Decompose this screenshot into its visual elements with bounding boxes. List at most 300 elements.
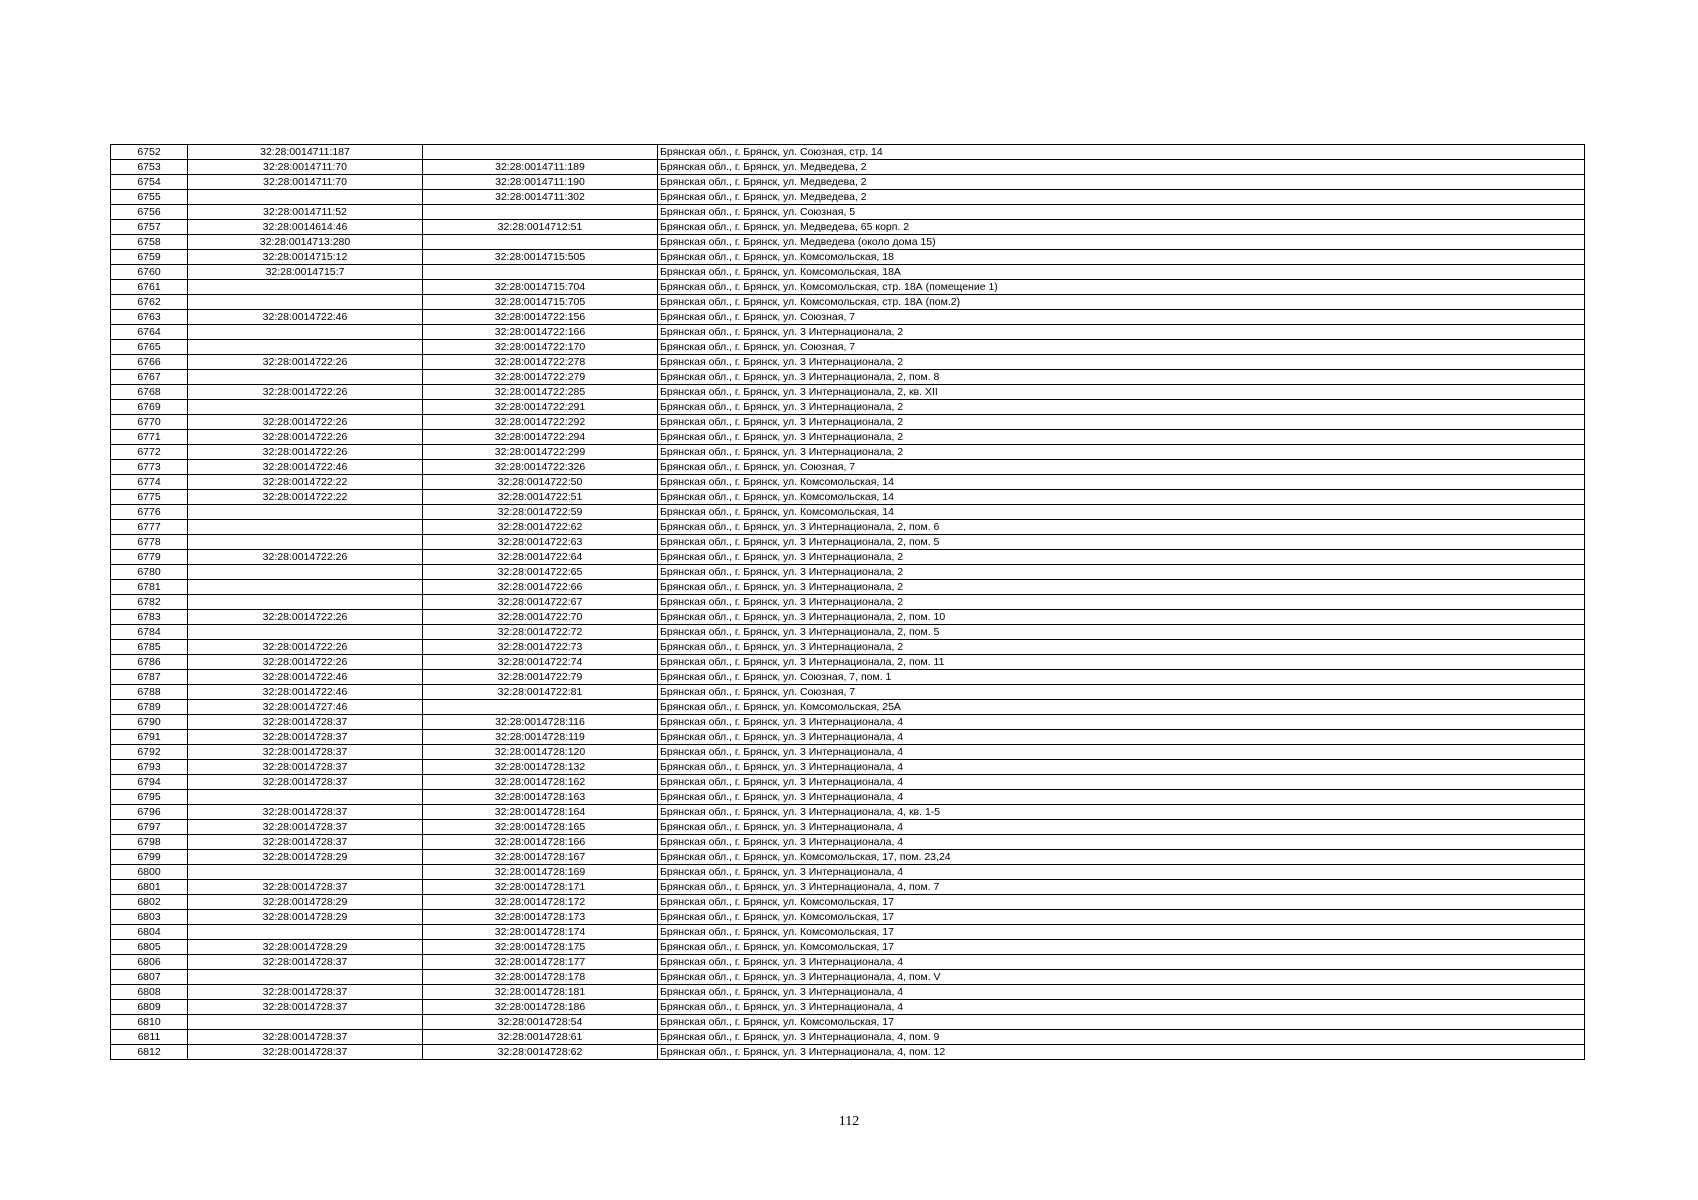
land-cadastral-number-cell: 32:28:0014728:37 [188, 745, 423, 760]
table-row [111, 400, 1585, 415]
object-cadastral-number-cell: 32:28:0014722:67 [423, 595, 658, 610]
table-row [111, 370, 1585, 385]
object-cadastral-number-cell: 32:28:0014728:174 [423, 925, 658, 940]
object-cadastral-number-cell: 32:28:0014722:59 [423, 505, 658, 520]
object-cadastral-number-cell: 32:28:0014722:50 [423, 475, 658, 490]
object-cadastral-number-cell: 32:28:0014728:169 [423, 865, 658, 880]
object-cadastral-number-cell: 32:28:0014728:167 [423, 850, 658, 865]
address-cell: Брянская обл., г. Брянск, ул. Комсомольская, стр. 18А (помещение 1) [658, 280, 1585, 295]
row-number-cell: 6801 [111, 880, 188, 895]
land-cadastral-number-cell [188, 1015, 423, 1030]
object-cadastral-number-cell [423, 700, 658, 715]
object-cadastral-number-cell: 32:28:0014722:170 [423, 340, 658, 355]
row-number-cell: 6763 [111, 310, 188, 325]
land-cadastral-number-cell: 32:28:0014728:37 [188, 835, 423, 850]
table-row [111, 985, 1585, 1000]
address-cell: Брянская обл., г. Брянск, ул. 3 Интернационала, 4, пом. 9 [658, 1030, 1585, 1045]
land-cadastral-number-cell: 32:28:0014722:46 [188, 670, 423, 685]
table-row [111, 550, 1585, 565]
land-cadastral-number-cell: 32:28:0014728:37 [188, 955, 423, 970]
object-cadastral-number-cell: 32:28:0014728:181 [423, 985, 658, 1000]
table-row [111, 505, 1585, 520]
address-cell: Брянская обл., г. Брянск, ул. Союзная, 5 [658, 205, 1585, 220]
object-cadastral-number-cell: 32:28:0014715:704 [423, 280, 658, 295]
land-cadastral-number-cell: 32:28:0014711:187 [188, 145, 423, 160]
land-cadastral-number-cell: 32:28:0014728:37 [188, 1000, 423, 1015]
table-row [111, 610, 1585, 625]
address-cell: Брянская обл., г. Брянск, ул. 3 Интернационала, 2, пом. 11 [658, 655, 1585, 670]
row-number-cell: 6788 [111, 685, 188, 700]
land-cadastral-number-cell: 32:28:0014722:26 [188, 385, 423, 400]
row-number-cell: 6762 [111, 295, 188, 310]
address-cell: Брянская обл., г. Брянск, ул. 3 Интернационала, 4, пом. V [658, 970, 1585, 985]
table-row [111, 1015, 1585, 1030]
land-cadastral-number-cell [188, 400, 423, 415]
land-cadastral-number-cell [188, 595, 423, 610]
object-cadastral-number-cell: 32:28:0014722:70 [423, 610, 658, 625]
table-row [111, 790, 1585, 805]
object-cadastral-number-cell [423, 205, 658, 220]
address-cell: Брянская обл., г. Брянск, ул. Комсомольская, 14 [658, 490, 1585, 505]
land-cadastral-number-cell [188, 535, 423, 550]
address-cell: Брянская обл., г. Брянск, ул. Комсомольская, стр. 18А (пом.2) [658, 295, 1585, 310]
land-cadastral-number-cell: 32:28:0014722:46 [188, 310, 423, 325]
object-cadastral-number-cell: 32:28:0014728:164 [423, 805, 658, 820]
row-number-cell: 6782 [111, 595, 188, 610]
registry-table [110, 144, 1585, 1060]
row-number-cell: 6769 [111, 400, 188, 415]
object-cadastral-number-cell: 32:28:0014711:302 [423, 190, 658, 205]
object-cadastral-number-cell: 32:28:0014728:171 [423, 880, 658, 895]
address-cell: Брянская обл., г. Брянск, ул. Союзная, стр. 14 [658, 145, 1585, 160]
address-cell: Брянская обл., г. Брянск, ул. 3 Интернационала, 2 [658, 550, 1585, 565]
row-number-cell: 6755 [111, 190, 188, 205]
land-cadastral-number-cell: 32:28:0014722:26 [188, 355, 423, 370]
row-number-cell: 6777 [111, 520, 188, 535]
address-cell: Брянская обл., г. Брянск, ул. Медведева, 2 [658, 175, 1585, 190]
table-row [111, 865, 1585, 880]
address-cell: Брянская обл., г. Брянск, ул. 3 Интернационала, 2 [658, 325, 1585, 340]
table-row [111, 820, 1585, 835]
land-cadastral-number-cell [188, 325, 423, 340]
table-row [111, 1000, 1585, 1015]
land-cadastral-number-cell: 32:28:0014722:46 [188, 685, 423, 700]
table-row [111, 520, 1585, 535]
table-row [111, 910, 1585, 925]
land-cadastral-number-cell: 32:28:0014728:37 [188, 820, 423, 835]
table-row [111, 970, 1585, 985]
object-cadastral-number-cell: 32:28:0014728:163 [423, 790, 658, 805]
table-row [111, 190, 1585, 205]
address-cell: Брянская обл., г. Брянск, ул. 3 Интернационала, 4, пом. 12 [658, 1045, 1585, 1060]
object-cadastral-number-cell [423, 145, 658, 160]
address-cell: Брянская обл., г. Брянск, ул. 3 Интернационала, 2, пом. 6 [658, 520, 1585, 535]
object-cadastral-number-cell: 32:28:0014728:120 [423, 745, 658, 760]
row-number-cell: 6756 [111, 205, 188, 220]
land-cadastral-number-cell: 32:28:0014728:37 [188, 1045, 423, 1060]
object-cadastral-number-cell: 32:28:0014722:294 [423, 430, 658, 445]
object-cadastral-number-cell: 32:28:0014722:291 [423, 400, 658, 415]
row-number-cell: 6781 [111, 580, 188, 595]
object-cadastral-number-cell: 32:28:0014722:74 [423, 655, 658, 670]
address-cell: Брянская обл., г. Брянск, ул. 3 Интернационала, 4 [658, 865, 1585, 880]
object-cadastral-number-cell: 32:28:0014712:51 [423, 220, 658, 235]
object-cadastral-number-cell [423, 265, 658, 280]
land-cadastral-number-cell: 32:28:0014722:26 [188, 655, 423, 670]
land-cadastral-number-cell: 32:28:0014728:37 [188, 985, 423, 1000]
address-cell: Брянская обл., г. Брянск, ул. 3 Интернационала, 4 [658, 985, 1585, 1000]
land-cadastral-number-cell [188, 565, 423, 580]
land-cadastral-number-cell: 32:28:0014722:26 [188, 550, 423, 565]
address-cell: Брянская обл., г. Брянск, ул. 3 Интернационала, 2 [658, 640, 1585, 655]
row-number-cell: 6807 [111, 970, 188, 985]
object-cadastral-number-cell: 32:28:0014722:63 [423, 535, 658, 550]
address-cell: Брянская обл., г. Брянск, ул. 3 Интернационала, 4, кв. 1-5 [658, 805, 1585, 820]
address-cell: Брянская обл., г. Брянск, ул. 3 Интернационала, 2 [658, 445, 1585, 460]
address-cell: Брянская обл., г. Брянск, ул. 3 Интернационала, 4 [658, 790, 1585, 805]
table-row [111, 445, 1585, 460]
table-row [111, 490, 1585, 505]
object-cadastral-number-cell: 32:28:0014728:165 [423, 820, 658, 835]
address-cell: Брянская обл., г. Брянск, ул. Комсомольская, 14 [658, 475, 1585, 490]
row-number-cell: 6787 [111, 670, 188, 685]
land-cadastral-number-cell [188, 190, 423, 205]
address-cell: Брянская обл., г. Брянск, ул. 3 Интернационала, 2 [658, 355, 1585, 370]
address-cell: Брянская обл., г. Брянск, ул. Союзная, 7 [658, 685, 1585, 700]
land-cadastral-number-cell [188, 340, 423, 355]
land-cadastral-number-cell: 32:28:0014728:37 [188, 805, 423, 820]
address-cell: Брянская обл., г. Брянск, ул. 3 Интернационала, 4 [658, 775, 1585, 790]
table-row [111, 415, 1585, 430]
table-row [111, 145, 1585, 160]
land-cadastral-number-cell: 32:28:0014722:26 [188, 430, 423, 445]
object-cadastral-number-cell: 32:28:0014722:72 [423, 625, 658, 640]
table-row [111, 235, 1585, 250]
address-cell: Брянская обл., г. Брянск, ул. Комсомольская, 17 [658, 925, 1585, 940]
address-cell: Брянская обл., г. Брянск, ул. Комсомольская, 17 [658, 940, 1585, 955]
land-cadastral-number-cell [188, 865, 423, 880]
object-cadastral-number-cell: 32:28:0014722:278 [423, 355, 658, 370]
table-row [111, 1045, 1585, 1060]
land-cadastral-number-cell: 32:28:0014728:37 [188, 730, 423, 745]
page-number: 112 [838, 1114, 860, 1129]
land-cadastral-number-cell: 32:28:0014728:37 [188, 880, 423, 895]
table-row [111, 205, 1585, 220]
address-cell: Брянская обл., г. Брянск, ул. Комсомольская, 17 [658, 1015, 1585, 1030]
object-cadastral-number-cell: 32:28:0014722:292 [423, 415, 658, 430]
address-cell: Брянская обл., г. Брянск, ул. 3 Интернационала, 4 [658, 1000, 1585, 1015]
address-cell: Брянская обл., г. Брянск, ул. Комсомольская, 25А [658, 700, 1585, 715]
land-cadastral-number-cell: 32:28:0014722:26 [188, 610, 423, 625]
row-number-cell: 6775 [111, 490, 188, 505]
table-row [111, 565, 1585, 580]
land-cadastral-number-cell: 32:28:0014711:52 [188, 205, 423, 220]
row-number-cell: 6784 [111, 625, 188, 640]
address-cell: Брянская обл., г. Брянск, ул. Комсомольская, 17, пом. 23,24 [658, 850, 1585, 865]
address-cell: Брянская обл., г. Брянск, ул. Медведева, 2 [658, 190, 1585, 205]
object-cadastral-number-cell: 32:28:0014728:177 [423, 955, 658, 970]
object-cadastral-number-cell: 32:28:0014711:189 [423, 160, 658, 175]
row-number-cell: 6805 [111, 940, 188, 955]
object-cadastral-number-cell: 32:28:0014722:73 [423, 640, 658, 655]
address-cell: Брянская обл., г. Брянск, ул. Медведева, 2 [658, 160, 1585, 175]
object-cadastral-number-cell: 32:28:0014711:190 [423, 175, 658, 190]
object-cadastral-number-cell: 32:28:0014728:119 [423, 730, 658, 745]
table-row [111, 325, 1585, 340]
land-cadastral-number-cell: 32:28:0014728:37 [188, 760, 423, 775]
address-cell: Брянская обл., г. Брянск, ул. 3 Интернационала, 4 [658, 955, 1585, 970]
table-row [111, 280, 1585, 295]
row-number-cell: 6772 [111, 445, 188, 460]
address-cell: Брянская обл., г. Брянск, ул. 3 Интернационала, 2, пом. 8 [658, 370, 1585, 385]
land-cadastral-number-cell: 32:28:0014722:22 [188, 490, 423, 505]
land-cadastral-number-cell: 32:28:0014722:46 [188, 460, 423, 475]
land-cadastral-number-cell: 32:28:0014722:26 [188, 415, 423, 430]
table-row [111, 880, 1585, 895]
table-row [111, 295, 1585, 310]
row-number-cell: 6802 [111, 895, 188, 910]
address-cell: Брянская обл., г. Брянск, ул. 3 Интернационала, 2 [658, 565, 1585, 580]
table-row [111, 160, 1585, 175]
table-row [111, 460, 1585, 475]
land-cadastral-number-cell: 32:28:0014728:29 [188, 850, 423, 865]
row-number-cell: 6803 [111, 910, 188, 925]
address-cell: Брянская обл., г. Брянск, ул. 3 Интернационала, 2 [658, 415, 1585, 430]
row-number-cell: 6768 [111, 385, 188, 400]
object-cadastral-number-cell: 32:28:0014728:132 [423, 760, 658, 775]
land-cadastral-number-cell: 32:28:0014711:70 [188, 175, 423, 190]
table-row [111, 925, 1585, 940]
table-row [111, 850, 1585, 865]
object-cadastral-number-cell: 32:28:0014728:61 [423, 1030, 658, 1045]
object-cadastral-number-cell: 32:28:0014728:62 [423, 1045, 658, 1060]
table-row [111, 940, 1585, 955]
row-number-cell: 6752 [111, 145, 188, 160]
row-number-cell: 6776 [111, 505, 188, 520]
address-cell: Брянская обл., г. Брянск, ул. 3 Интернационала, 2 [658, 430, 1585, 445]
object-cadastral-number-cell: 32:28:0014722:299 [423, 445, 658, 460]
address-cell: Брянская обл., г. Брянск, ул. Союзная, 7 [658, 340, 1585, 355]
address-cell: Брянская обл., г. Брянск, ул. 3 Интернационала, 4 [658, 745, 1585, 760]
table-row [111, 700, 1585, 715]
table-row [111, 805, 1585, 820]
row-number-cell: 6808 [111, 985, 188, 1000]
row-number-cell: 6754 [111, 175, 188, 190]
object-cadastral-number-cell: 32:28:0014715:705 [423, 295, 658, 310]
row-number-cell: 6809 [111, 1000, 188, 1015]
row-number-cell: 6778 [111, 535, 188, 550]
address-cell: Брянская обл., г. Брянск, ул. 3 Интернационала, 4 [658, 730, 1585, 745]
land-cadastral-number-cell: 32:28:0014722:26 [188, 445, 423, 460]
table-row [111, 385, 1585, 400]
row-number-cell: 6757 [111, 220, 188, 235]
table-row [111, 265, 1585, 280]
land-cadastral-number-cell: 32:28:0014715:7 [188, 265, 423, 280]
table-row [111, 655, 1585, 670]
land-cadastral-number-cell [188, 505, 423, 520]
address-cell: Брянская обл., г. Брянск, ул. 3 Интернационала, 2 [658, 400, 1585, 415]
address-cell: Брянская обл., г. Брянск, ул. 3 Интернационала, 2 [658, 580, 1585, 595]
land-cadastral-number-cell: 32:28:0014713:280 [188, 235, 423, 250]
address-cell: Брянская обл., г. Брянск, ул. 3 Интернационала, 2 [658, 595, 1585, 610]
row-number-cell: 6766 [111, 355, 188, 370]
row-number-cell: 6795 [111, 790, 188, 805]
object-cadastral-number-cell: 32:28:0014722:51 [423, 490, 658, 505]
address-cell: Брянская обл., г. Брянск, ул. 3 Интернационала, 2, пом. 5 [658, 535, 1585, 550]
object-cadastral-number-cell: 32:28:0014728:173 [423, 910, 658, 925]
row-number-cell: 6793 [111, 760, 188, 775]
address-cell: Брянская обл., г. Брянск, ул. Комсомольская, 18 [658, 250, 1585, 265]
address-cell: Брянская обл., г. Брянск, ул. Комсомольская, 14 [658, 505, 1585, 520]
land-cadastral-number-cell: 32:28:0014728:37 [188, 775, 423, 790]
table-row [111, 745, 1585, 760]
table-row [111, 670, 1585, 685]
object-cadastral-number-cell: 32:28:0014722:285 [423, 385, 658, 400]
row-number-cell: 6767 [111, 370, 188, 385]
object-cadastral-number-cell: 32:28:0014728:186 [423, 1000, 658, 1015]
object-cadastral-number-cell: 32:28:0014728:54 [423, 1015, 658, 1030]
address-cell: Брянская обл., г. Брянск, ул. Медведева (около дома 15) [658, 235, 1585, 250]
object-cadastral-number-cell: 32:28:0014722:156 [423, 310, 658, 325]
table-row [111, 760, 1585, 775]
address-cell: Брянская обл., г. Брянск, ул. Комсомольская, 17 [658, 910, 1585, 925]
row-number-cell: 6810 [111, 1015, 188, 1030]
row-number-cell: 6765 [111, 340, 188, 355]
row-number-cell: 6786 [111, 655, 188, 670]
row-number-cell: 6799 [111, 850, 188, 865]
row-number-cell: 6797 [111, 820, 188, 835]
object-cadastral-number-cell: 32:28:0014722:79 [423, 670, 658, 685]
object-cadastral-number-cell: 32:28:0014728:178 [423, 970, 658, 985]
row-number-cell: 6800 [111, 865, 188, 880]
land-cadastral-number-cell [188, 295, 423, 310]
address-cell: Брянская обл., г. Брянск, ул. 3 Интернационала, 2, пом. 5 [658, 625, 1585, 640]
address-cell: Брянская обл., г. Брянск, ул. Союзная, 7 [658, 460, 1585, 475]
table-row [111, 535, 1585, 550]
row-number-cell: 6790 [111, 715, 188, 730]
object-cadastral-number-cell: 32:28:0014728:162 [423, 775, 658, 790]
land-cadastral-number-cell [188, 520, 423, 535]
address-cell: Брянская обл., г. Брянск, ул. 3 Интернационала, 4, пом. 7 [658, 880, 1585, 895]
table-row [111, 640, 1585, 655]
object-cadastral-number-cell: 32:28:0014722:65 [423, 565, 658, 580]
object-cadastral-number-cell [423, 235, 658, 250]
row-number-cell: 6794 [111, 775, 188, 790]
row-number-cell: 6780 [111, 565, 188, 580]
row-number-cell: 6783 [111, 610, 188, 625]
row-number-cell: 6771 [111, 430, 188, 445]
table-row [111, 715, 1585, 730]
table-row [111, 730, 1585, 745]
table-row [111, 220, 1585, 235]
row-number-cell: 6792 [111, 745, 188, 760]
land-cadastral-number-cell: 32:28:0014727:46 [188, 700, 423, 715]
object-cadastral-number-cell: 32:28:0014722:279 [423, 370, 658, 385]
address-cell: Брянская обл., г. Брянск, ул. 3 Интернационала, 4 [658, 835, 1585, 850]
row-number-cell: 6770 [111, 415, 188, 430]
land-cadastral-number-cell: 32:28:0014711:70 [188, 160, 423, 175]
land-cadastral-number-cell: 32:28:0014722:22 [188, 475, 423, 490]
row-number-cell: 6753 [111, 160, 188, 175]
table-row [111, 835, 1585, 850]
object-cadastral-number-cell: 32:28:0014722:326 [423, 460, 658, 475]
address-cell: Брянская обл., г. Брянск, ул. Союзная, 7 [658, 310, 1585, 325]
table-row [111, 475, 1585, 490]
registry-table-body [111, 145, 1585, 1060]
land-cadastral-number-cell [188, 370, 423, 385]
land-cadastral-number-cell [188, 280, 423, 295]
row-number-cell: 6812 [111, 1045, 188, 1060]
row-number-cell: 6811 [111, 1030, 188, 1045]
table-row [111, 340, 1585, 355]
row-number-cell: 6791 [111, 730, 188, 745]
land-cadastral-number-cell: 32:28:0014614:46 [188, 220, 423, 235]
table-row [111, 775, 1585, 790]
row-number-cell: 6804 [111, 925, 188, 940]
table-row [111, 955, 1585, 970]
row-number-cell: 6806 [111, 955, 188, 970]
land-cadastral-number-cell [188, 625, 423, 640]
table-row [111, 580, 1585, 595]
row-number-cell: 6779 [111, 550, 188, 565]
object-cadastral-number-cell: 32:28:0014715:505 [423, 250, 658, 265]
object-cadastral-number-cell: 32:28:0014728:172 [423, 895, 658, 910]
address-cell: Брянская обл., г. Брянск, ул. 3 Интернационала, 2, кв. XII [658, 385, 1585, 400]
land-cadastral-number-cell: 32:28:0014722:26 [188, 640, 423, 655]
object-cadastral-number-cell: 32:28:0014722:166 [423, 325, 658, 340]
table-row [111, 685, 1585, 700]
address-cell: Брянская обл., г. Брянск, ул. Комсомольская, 18А [658, 265, 1585, 280]
object-cadastral-number-cell: 32:28:0014722:62 [423, 520, 658, 535]
table-row [111, 250, 1585, 265]
land-cadastral-number-cell: 32:28:0014728:37 [188, 715, 423, 730]
object-cadastral-number-cell: 32:28:0014722:64 [423, 550, 658, 565]
row-number-cell: 6761 [111, 280, 188, 295]
row-number-cell: 6759 [111, 250, 188, 265]
row-number-cell: 6785 [111, 640, 188, 655]
table-row [111, 310, 1585, 325]
row-number-cell: 6758 [111, 235, 188, 250]
table-row [111, 430, 1585, 445]
land-cadastral-number-cell: 32:28:0014715:12 [188, 250, 423, 265]
land-cadastral-number-cell: 32:28:0014728:37 [188, 1030, 423, 1045]
object-cadastral-number-cell: 32:28:0014722:81 [423, 685, 658, 700]
address-cell: Брянская обл., г. Брянск, ул. 3 Интернационала, 2, пом. 10 [658, 610, 1585, 625]
table-row [111, 355, 1585, 370]
address-cell: Брянская обл., г. Брянск, ул. 3 Интернационала, 4 [658, 760, 1585, 775]
land-cadastral-number-cell: 32:28:0014728:29 [188, 895, 423, 910]
row-number-cell: 6760 [111, 265, 188, 280]
address-cell: Брянская обл., г. Брянск, ул. 3 Интернационала, 4 [658, 820, 1585, 835]
address-cell: Брянская обл., г. Брянск, ул. Комсомольская, 17 [658, 895, 1585, 910]
table-row [111, 895, 1585, 910]
table-row [111, 1030, 1585, 1045]
land-cadastral-number-cell [188, 790, 423, 805]
row-number-cell: 6796 [111, 805, 188, 820]
table-row [111, 625, 1585, 640]
object-cadastral-number-cell: 32:28:0014728:166 [423, 835, 658, 850]
table-row [111, 175, 1585, 190]
row-number-cell: 6764 [111, 325, 188, 340]
land-cadastral-number-cell [188, 925, 423, 940]
land-cadastral-number-cell [188, 970, 423, 985]
land-cadastral-number-cell [188, 580, 423, 595]
address-cell: Брянская обл., г. Брянск, ул. Медведева, 65 корп. 2 [658, 220, 1585, 235]
address-cell: Брянская обл., г. Брянск, ул. 3 Интернационала, 4 [658, 715, 1585, 730]
object-cadastral-number-cell: 32:28:0014728:175 [423, 940, 658, 955]
table-row [111, 595, 1585, 610]
address-cell: Брянская обл., г. Брянск, ул. Союзная, 7, пом. 1 [658, 670, 1585, 685]
